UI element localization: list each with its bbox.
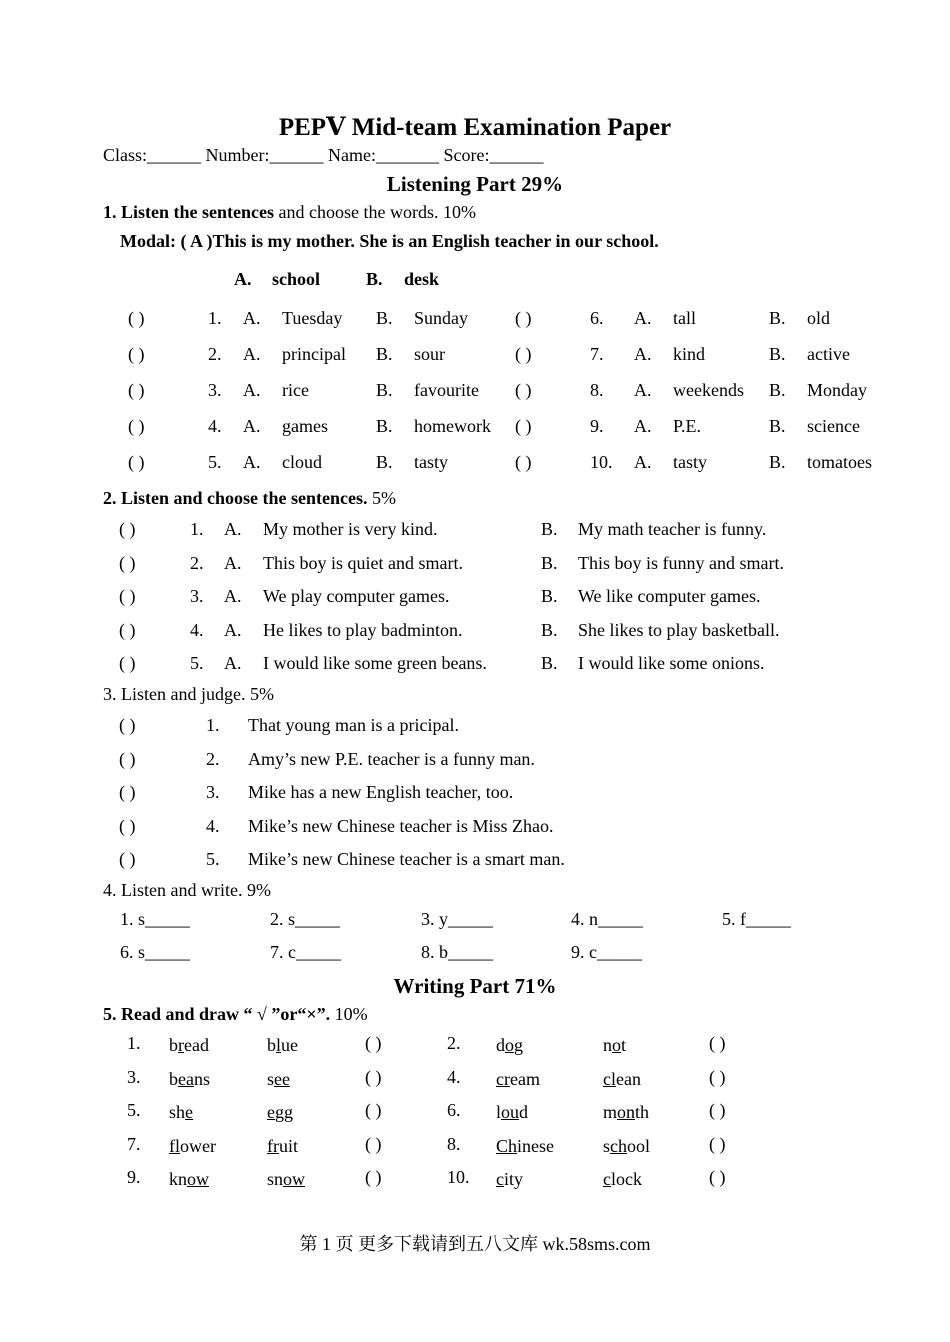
underlined-letters: ou xyxy=(501,1102,520,1123)
underlined-letters: ow xyxy=(283,1169,306,1190)
answer-blank: ( ) xyxy=(128,416,145,436)
option-b-word: Sunday xyxy=(414,308,468,328)
q2-heading-rest: 5% xyxy=(367,488,396,508)
item-number: 8. xyxy=(590,380,604,400)
write-blank: 5. f_____ xyxy=(722,909,791,929)
write-blank: 7. c_____ xyxy=(270,942,341,962)
option-b-sentence: She likes to play basketball. xyxy=(578,619,780,640)
item-number: 3. xyxy=(190,586,204,607)
listening-part-title: Listening Part 29% xyxy=(386,172,564,196)
word-part: b xyxy=(267,1035,276,1055)
item-number: 10. xyxy=(447,1167,470,1188)
item-number: 4. xyxy=(190,619,204,640)
q4-heading: 4. Listen and write. 9% xyxy=(103,880,271,900)
underlined-letters: e xyxy=(185,1102,194,1123)
answer-blank: ( ) xyxy=(119,849,136,870)
word-part: ower xyxy=(180,1135,216,1156)
word-1 xyxy=(169,1035,209,1056)
word-2 xyxy=(603,1102,649,1123)
write-blank: 4. n_____ xyxy=(571,909,643,929)
option-a-word: games xyxy=(282,416,328,436)
option-b-letter: B. xyxy=(541,619,558,640)
option-a-letter: A. xyxy=(243,344,261,364)
write-blank: 2. s_____ xyxy=(270,909,341,929)
item-number: 6. xyxy=(447,1100,461,1121)
answer-blank: ( ) xyxy=(365,1033,382,1053)
word-part: uit xyxy=(279,1135,299,1156)
word-1 xyxy=(496,1136,554,1157)
option-b-word: science xyxy=(807,416,860,436)
item-number: 4. xyxy=(208,416,222,436)
option-a-word: tall xyxy=(673,308,696,328)
item-number: 3. xyxy=(206,782,220,803)
item-number: 2. xyxy=(208,344,222,364)
word-part: s xyxy=(603,1135,611,1156)
writing-part-title: Writing Part 71% xyxy=(393,974,557,998)
word-1 xyxy=(496,1102,528,1123)
answer-blank: ( ) xyxy=(119,586,136,607)
option-a-letter: A. xyxy=(243,308,261,328)
word-part: ead xyxy=(184,1035,209,1055)
answer-blank: ( ) xyxy=(119,715,136,735)
underlined-letters: ow xyxy=(187,1169,209,1190)
answer-blank: ( ) xyxy=(515,416,532,436)
option-b-letter: B. xyxy=(541,552,558,573)
word-1 xyxy=(169,1069,210,1090)
answer-blank: ( ) xyxy=(365,1167,382,1188)
option-a-letter: A. xyxy=(634,308,652,328)
answer-blank: ( ) xyxy=(709,1167,726,1188)
underlined-letters: cr xyxy=(496,1068,510,1089)
write-blank: 6. s_____ xyxy=(120,942,191,962)
q2-heading-bold: 2. Listen and choose the sentences. xyxy=(103,488,368,508)
word-part: eam xyxy=(509,1068,540,1089)
answer-blank: ( ) xyxy=(128,452,145,472)
item-number: 9. xyxy=(127,1167,141,1188)
item-number: 1. xyxy=(208,308,222,328)
option-a-letter: A. xyxy=(634,344,652,364)
q2-heading xyxy=(103,488,396,509)
answer-blank: ( ) xyxy=(365,1100,382,1121)
word-part: ool xyxy=(627,1135,651,1156)
q1-heading xyxy=(103,202,476,223)
word-2 xyxy=(267,1102,293,1123)
word-2 xyxy=(603,1069,641,1090)
option-b-letter: B. xyxy=(769,380,786,400)
word-2 xyxy=(267,1069,290,1090)
option-b-word: old xyxy=(807,308,831,328)
q1-heading-rest: and choose the words. 10% xyxy=(273,202,476,222)
answer-blank: ( ) xyxy=(119,619,136,640)
q1-model-sentence: Modal: ( A )This is my mother. She is an English teacher in our school. xyxy=(120,231,659,251)
write-blank: 3. y_____ xyxy=(421,909,493,929)
word-part: lock xyxy=(611,1169,642,1190)
answer-blank: ( ) xyxy=(515,452,532,472)
judge-sentence: Mike’s new Chinese teacher is a smart man. xyxy=(248,849,565,870)
item-number: 2. xyxy=(206,748,220,769)
option-a-letter: A. xyxy=(634,452,652,472)
option-b-letter: B. xyxy=(376,452,393,472)
item-number: 10. xyxy=(590,452,613,472)
answer-blank: ( ) xyxy=(119,815,136,836)
write-blank: 8. b_____ xyxy=(421,942,493,962)
word-part: n xyxy=(603,1035,612,1055)
item-number: 6. xyxy=(590,308,604,328)
option-b-word: homework xyxy=(414,416,491,436)
item-number: 1. xyxy=(190,519,204,539)
answer-blank: ( ) xyxy=(709,1133,726,1154)
answer-blank: ( ) xyxy=(365,1066,382,1087)
q5-heading-rest: 10% xyxy=(330,1004,368,1024)
word-part: b xyxy=(169,1068,178,1089)
item-number: 9. xyxy=(590,416,604,436)
option-a-letter: A. xyxy=(224,619,242,640)
answer-blank: ( ) xyxy=(128,380,145,400)
answer-blank: ( ) xyxy=(515,308,532,328)
word-part: b xyxy=(169,1035,178,1055)
underlined-letters: fl xyxy=(169,1135,180,1156)
option-b-letter: B. xyxy=(541,653,558,674)
underlined-letters: r xyxy=(178,1035,184,1055)
option-a-letter: A. xyxy=(243,416,261,436)
option-a-letter: A. xyxy=(224,586,242,607)
item-number: 1. xyxy=(206,715,220,735)
item-number: 4. xyxy=(447,1066,461,1087)
word-2 xyxy=(267,1035,298,1056)
option-b-word: favourite xyxy=(414,380,479,400)
option-b-letter: B. xyxy=(376,344,393,364)
word-part: t xyxy=(621,1035,627,1055)
option-a-letter: A. xyxy=(634,380,652,400)
underlined-letters: o xyxy=(505,1035,514,1055)
item-number: 3. xyxy=(127,1066,141,1087)
underlined-letters: l xyxy=(276,1035,282,1055)
option-b-letter: B. xyxy=(769,308,786,328)
page-title: PEPⅤ Mid-team Examination Paper xyxy=(278,114,672,141)
item-number: 5. xyxy=(206,849,220,870)
answer-blank: ( ) xyxy=(709,1033,726,1053)
word-part: d xyxy=(496,1035,505,1055)
q1-model-b-word: desk xyxy=(404,269,440,289)
word-part: g xyxy=(514,1035,523,1055)
write-blank: 9. c_____ xyxy=(571,942,642,962)
option-a-letter: A. xyxy=(634,416,652,436)
word-2 xyxy=(267,1169,305,1190)
option-b-letter: B. xyxy=(769,416,786,436)
option-b-letter: B. xyxy=(769,344,786,364)
option-a-word: rice xyxy=(282,380,309,400)
underlined-letters: ee xyxy=(274,1068,290,1089)
option-a-word: P.E. xyxy=(673,416,702,436)
answer-blank: ( ) xyxy=(515,344,532,364)
option-a-letter: A. xyxy=(243,380,261,400)
answer-blank: ( ) xyxy=(365,1133,382,1154)
item-number: 2. xyxy=(190,552,204,573)
answer-blank: ( ) xyxy=(128,344,145,364)
answer-blank: ( ) xyxy=(119,748,136,769)
option-a-letter: A. xyxy=(224,552,242,573)
answer-blank: ( ) xyxy=(515,380,532,400)
option-a-word: Tuesday xyxy=(282,308,343,328)
student-info-line: Class:______ Number:______ Name:_______ Score:______ xyxy=(103,145,544,165)
option-a-letter: A. xyxy=(224,519,242,539)
word-2 xyxy=(603,1035,626,1056)
underlined-letters: ea xyxy=(178,1068,194,1089)
item-number: 2. xyxy=(447,1033,461,1053)
option-b-letter: B. xyxy=(376,416,393,436)
q1-heading-bold: 1. Listen the sentences xyxy=(103,202,274,222)
option-b-word: tomatoes xyxy=(807,452,872,472)
word-part: l xyxy=(496,1102,502,1123)
judge-sentence: Mike has a new English teacher, too. xyxy=(248,782,514,803)
word-part: ue xyxy=(281,1035,299,1055)
answer-blank: ( ) xyxy=(128,308,145,328)
underlined-letters: Ch xyxy=(496,1135,518,1156)
word-part: s xyxy=(267,1068,275,1089)
item-number: 7. xyxy=(590,344,604,364)
word-2 xyxy=(603,1136,650,1157)
word-1 xyxy=(169,1169,209,1190)
option-b-letter: B. xyxy=(376,308,393,328)
word-2 xyxy=(267,1136,298,1157)
item-number: 5. xyxy=(127,1100,141,1121)
option-b-sentence: I would like some onions. xyxy=(578,653,765,674)
word-part: inese xyxy=(517,1135,554,1156)
word-1 xyxy=(496,1035,523,1056)
option-a-sentence: My mother is very kind. xyxy=(263,519,438,539)
option-b-sentence: This boy is funny and smart. xyxy=(578,552,784,573)
q5-heading-bold: 5. Read and draw “ √ ”or“×”. xyxy=(103,1004,331,1024)
answer-blank: ( ) xyxy=(709,1066,726,1087)
word-1 xyxy=(169,1102,193,1123)
underlined-letters: c xyxy=(603,1169,611,1190)
option-b-word: Monday xyxy=(807,380,867,400)
q5-heading xyxy=(103,1004,368,1025)
option-b-word: sour xyxy=(414,344,445,364)
answer-blank: ( ) xyxy=(709,1100,726,1121)
underlined-letters: ch xyxy=(610,1135,628,1156)
word-1 xyxy=(169,1136,216,1157)
answer-blank: ( ) xyxy=(119,782,136,803)
word-part: ean xyxy=(616,1068,641,1089)
word-part: sh xyxy=(169,1102,186,1123)
judge-sentence: Amy’s new P.E. teacher is a funny man. xyxy=(248,748,535,769)
write-blank: 1. s_____ xyxy=(120,909,191,929)
option-a-word: weekends xyxy=(673,380,744,400)
judge-sentence: That young man is a pricipal. xyxy=(248,715,459,735)
option-b-letter: B. xyxy=(769,452,786,472)
q1-model-a-letter: A. xyxy=(234,269,252,289)
judge-sentence: Mike’s new Chinese teacher is Miss Zhao. xyxy=(248,815,554,836)
option-a-letter: A. xyxy=(224,653,242,674)
answer-blank: ( ) xyxy=(119,519,136,539)
option-a-sentence: He likes to play badminton. xyxy=(263,619,463,640)
item-number: 7. xyxy=(127,1133,141,1154)
underlined-letters: o xyxy=(612,1035,621,1055)
item-number: 1. xyxy=(127,1033,141,1053)
underlined-letters: c xyxy=(496,1169,504,1190)
word-1 xyxy=(496,1169,523,1190)
option-a-word: tasty xyxy=(673,452,707,472)
underlined-letters: fr xyxy=(267,1135,279,1156)
option-a-letter: A. xyxy=(243,452,261,472)
option-a-word: principal xyxy=(282,344,346,364)
word-part: gg xyxy=(275,1102,293,1123)
option-b-letter: B. xyxy=(376,380,393,400)
word-part: d xyxy=(519,1102,529,1123)
option-a-word: kind xyxy=(673,344,706,364)
word-part: m xyxy=(603,1102,618,1123)
word-part: ns xyxy=(193,1068,210,1089)
option-b-sentence: My math teacher is funny. xyxy=(578,519,767,539)
q3-heading: 3. Listen and judge. 5% xyxy=(103,684,274,704)
word-part: th xyxy=(635,1102,650,1123)
option-b-word: active xyxy=(807,344,850,364)
item-number: 5. xyxy=(208,452,222,472)
option-a-word: cloud xyxy=(282,452,322,472)
option-a-sentence: We play computer games. xyxy=(263,586,450,607)
word-1 xyxy=(496,1069,540,1090)
option-b-word: tasty xyxy=(414,452,448,472)
word-part: kn xyxy=(169,1169,187,1190)
option-b-letter: B. xyxy=(541,519,558,539)
page-footer: 第 1 页 更多下载请到五八文库 wk.58sms.com xyxy=(299,1234,651,1254)
q1-model-b-letter: B. xyxy=(366,269,383,289)
option-b-sentence: We like computer games. xyxy=(578,586,761,607)
option-a-sentence: I would like some green beans. xyxy=(263,653,487,674)
word-part: ity xyxy=(504,1169,524,1190)
option-b-letter: B. xyxy=(541,586,558,607)
item-number: 8. xyxy=(447,1133,461,1154)
item-number: 3. xyxy=(208,380,222,400)
underlined-letters: cl xyxy=(603,1068,616,1089)
word-2 xyxy=(603,1169,642,1190)
underlined-letters: on xyxy=(617,1102,636,1123)
option-a-sentence: This boy is quiet and smart. xyxy=(263,552,463,573)
q1-model-a-word: school xyxy=(272,269,321,289)
answer-blank: ( ) xyxy=(119,653,136,674)
answer-blank: ( ) xyxy=(119,552,136,573)
item-number: 5. xyxy=(190,653,204,674)
word-part: sn xyxy=(267,1169,284,1190)
item-number: 4. xyxy=(206,815,220,836)
underlined-letters: e xyxy=(267,1102,275,1123)
